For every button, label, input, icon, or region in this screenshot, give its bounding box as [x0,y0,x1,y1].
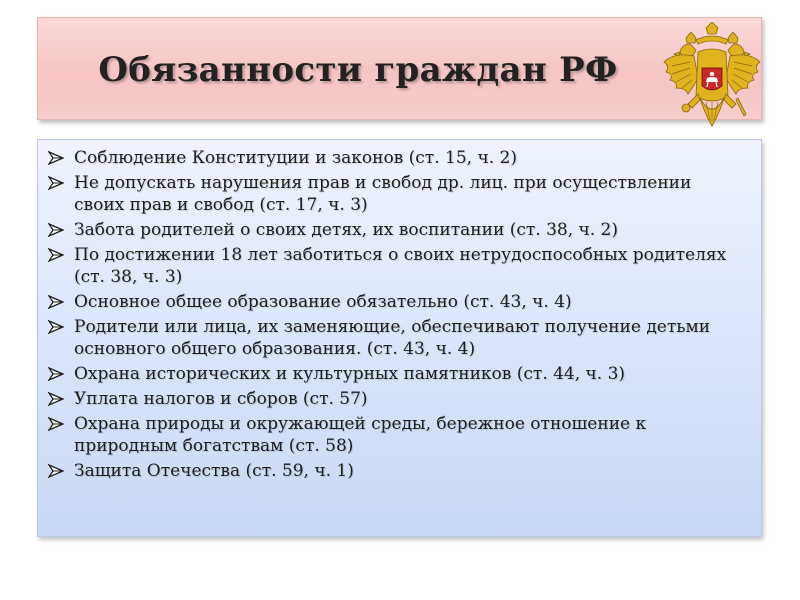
arrowhead-bullet-icon [48,464,64,478]
duties-list [46,147,746,485]
list-item [46,172,746,216]
arrowhead-bullet-icon [48,320,64,334]
list-item [46,316,746,360]
title-banner [37,17,762,120]
list-item-text: По достижении 18 лет заботиться о своих нетрудоспособных родителях (ст. 38, ч. 3) [74,245,727,287]
list-item [46,291,746,313]
list-item [46,147,746,169]
list-item-text: Основное общее образование обязательно (ст. 43, ч. 4) [74,292,572,312]
page-title: Обязанности граждан РФ [98,49,618,90]
list-item-text: Охрана природы и окружающей среды, бережное отношение к природным богатствам (ст. 58) [74,414,647,456]
russian-coat-of-arms-icon [660,22,764,130]
list-item-text: Соблюдение Конституции и законов (ст. 15, ч. 2) [74,148,517,168]
arrowhead-bullet-icon [48,392,64,406]
list-item [46,413,746,457]
list-item [46,219,746,241]
list-item-text: Уплата налогов и сборов (ст. 57) [74,389,368,409]
list-item [46,244,746,288]
arrowhead-bullet-icon [48,223,64,237]
list-item [46,363,746,385]
list-item-text: Не допускать нарушения прав и свобод др. лиц. при осуществлении своих прав и свобод (ст. 17, ч. 3) [74,173,692,215]
arrowhead-bullet-icon [48,295,64,309]
list-item-text: Родители или лица, их заменяющие, обеспечивают получение детьми основного общего образования. (ст. 43, ч. 4) [74,317,711,359]
list-item-text: Забота родителей о своих детях, их воспитании (ст. 38, ч. 2) [74,220,618,240]
arrowhead-bullet-icon [48,248,64,262]
list-item-text: Охрана исторических и культурных памятников (ст. 44, ч. 3) [74,364,626,384]
list-item [46,460,746,482]
arrowhead-bullet-icon [48,417,64,431]
duties-panel [37,139,762,537]
arrowhead-bullet-icon [48,367,64,381]
arrowhead-bullet-icon [48,176,64,190]
list-item-text: Защита Отечества (ст. 59, ч. 1) [74,461,354,481]
arrowhead-bullet-icon [48,151,64,165]
list-item [46,388,746,410]
